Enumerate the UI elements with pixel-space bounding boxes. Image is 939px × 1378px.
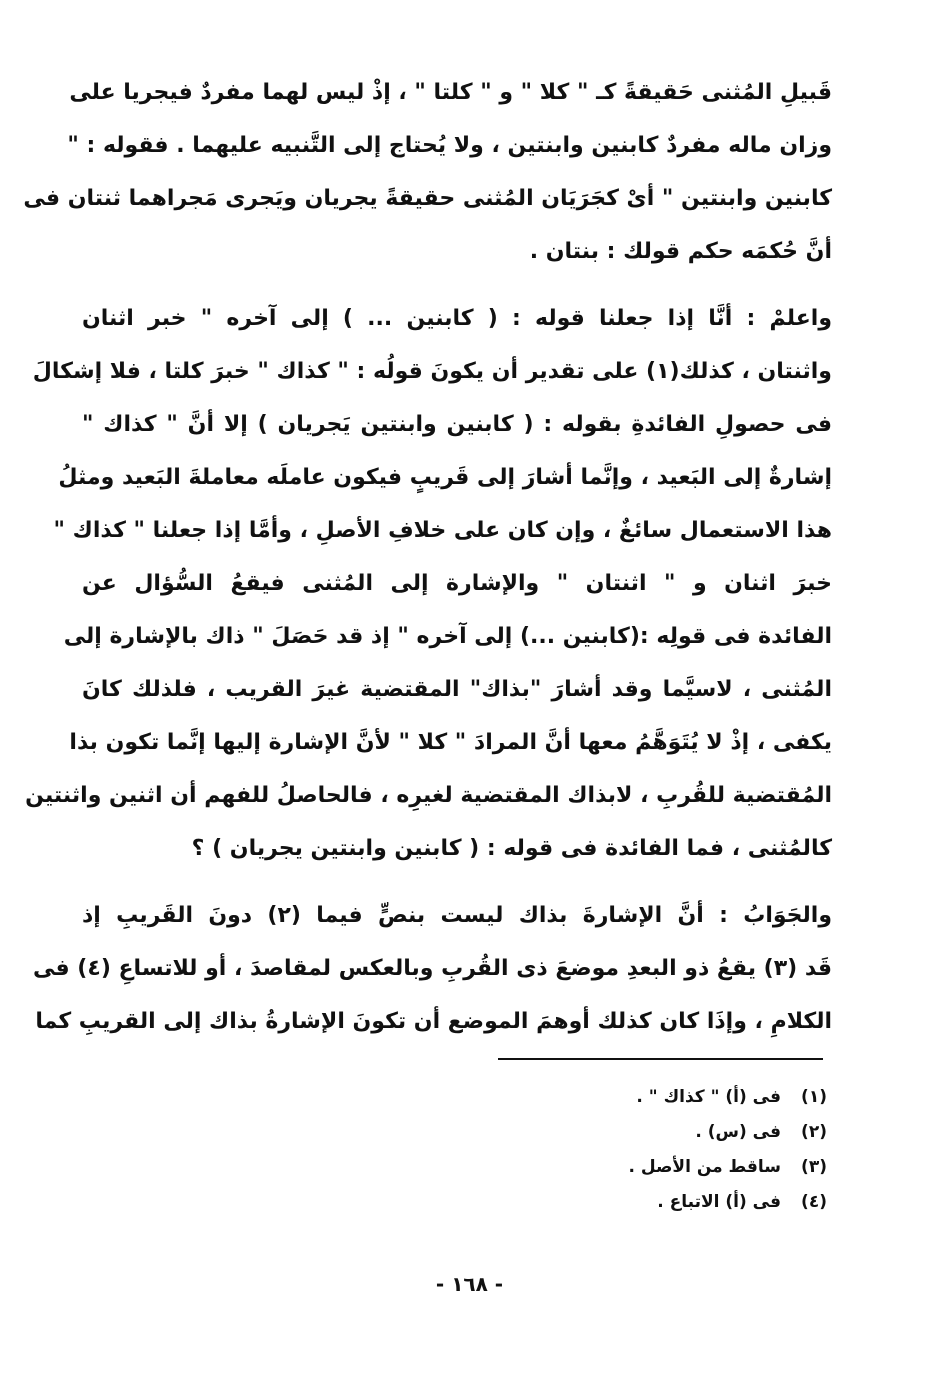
footnote-number: (٤)	[801, 1192, 827, 1212]
footnote-number: (٣)	[801, 1157, 827, 1177]
footnote-number: (٢)	[801, 1122, 827, 1142]
text-line: واعلمْ : أنَّا إذا جعلنا قوله : ( كابنين ... ) إلى آخره " خبر اثنان	[82, 306, 832, 331]
paragraph-1	[23, 66, 832, 278]
text-line: أنَّ حُكمَه حكم قولك : بنتان .	[529, 239, 832, 264]
footnote-text: ساقط من الأصل .	[628, 1157, 781, 1177]
text-line: كالمُثنى ، فما الفائدة فى قوله : ( كابنين وابنتين يجريان ) ؟	[191, 836, 832, 861]
footnote-text: فى (س) .	[695, 1122, 781, 1142]
text-line: هذا الاستعمال سائغٌ ، وإن كان على خلافِ الأصلِ ، وأمَّا إذا جعلنا " كذاك "	[53, 518, 832, 543]
text-line: وزان ماله مفردٌ كابنين وابنتين ، ولا يُحتاج إلى التَّنبيه عليهما . فقوله : "	[67, 133, 832, 158]
text-line: المُثنى ، لاسيَّما وقد أشارَ "بذاك" المقتضية غيرَ القريب ، فلذلك كانَ	[82, 677, 832, 702]
footnote-divider	[498, 1058, 823, 1060]
main-text	[23, 66, 832, 1062]
footnote-text: فى (أ) الاتباع .	[657, 1192, 781, 1212]
text-line: الفائدة فى قولِه :(كابنين ...) إلى آخره " إذ قد حَصَلَ " ذاك بالإشارة إلى	[63, 624, 832, 649]
text-line: إشارةٌ إلى البَعيد ، وإنَّما أشارَ إلى قَريبٍ فيكون عاملَه معاملةَ البَعيد ومثلُ	[58, 465, 832, 490]
text-line: قَبيلِ المُثنى حَقيقةً كـ " كلا " و " كلتا " ، إذْ ليس لهما مفردٌ فيجريا على	[69, 80, 832, 105]
footnote-number: (١)	[801, 1087, 827, 1107]
text-line: كابنين وابنتين " أىْ كجَرَيَان المُثنى حقيقةً يجريان ويَجرى مَجراهما ثنتان فى	[23, 186, 832, 211]
page-number: - ١٦٨ -	[435, 1272, 504, 1296]
footnote-item	[467, 1185, 827, 1220]
text-line: الكلامِ ، وإذَا كان كذلك أوهمَ الموضع أن تكونَ الإشارةُ بذاك إلى القريبِ كما	[35, 1009, 832, 1034]
footnote-text: فى (أ) " كذاك " .	[636, 1087, 781, 1107]
paragraph-3	[32, 889, 832, 1048]
text-line: المُقتضية للقُربِ ، لابذاك المقتضية لغيرِه ، فالحاصلُ للفهم أن اثنين واثنتين	[25, 783, 832, 808]
footnote-item	[467, 1115, 827, 1150]
text-line: فى حصولِ الفائدةِ بقوله : ( كابنين وابنتين يَجريان ) إلا أنَّ " كذاك "	[82, 412, 832, 437]
footnote-item	[467, 1150, 827, 1185]
text-line: قَد (٣) يقعُ ذو البعدِ موضعَ ذى القُربِ وبالعكس لمقاصدَ ، أو للاتساعِ (٤) فى	[32, 956, 832, 981]
text-line: واثنتان ، كذلك(١) على تقدير أن يكونَ قولُه : " كذاك " خبرَ كلتا ، فلا إشكالَ	[32, 359, 832, 384]
paragraph-2	[25, 292, 832, 875]
footnotes	[467, 1080, 827, 1220]
footnote-item	[467, 1080, 827, 1115]
text-line: يكفى ، إذْ لا يُتَوَهَّمُ معها أنَّ المرادَ " كلا " لأنَّ الإشارة إليها إنَّما تكون بذا	[69, 730, 832, 755]
text-line: خبرَ اثنان و " اثنتان " والإشارة إلى المُثنى فيقعُ السُّؤال عن	[82, 571, 832, 596]
text-line: والجَوَابُ : أنَّ الإشارةَ بذاك ليست بنصٍّ فيما (٢) دونَ القَريبِ إذ	[82, 903, 832, 928]
